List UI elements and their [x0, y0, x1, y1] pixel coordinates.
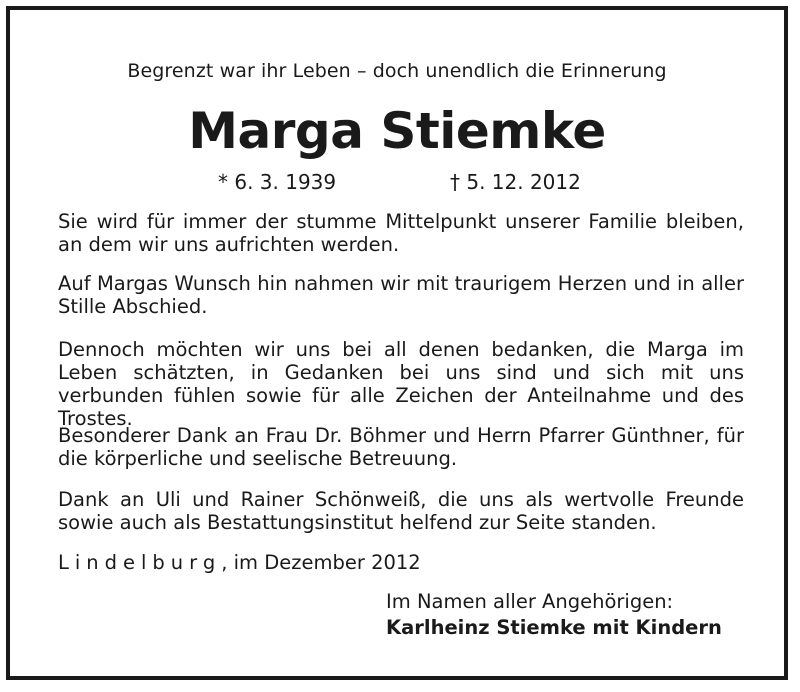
paragraph-special-thanks: Besonderer Dank an Frau Dr. Böhmer und Herrn Pfarrer Günthner, für die körperliche und seelische Betreuung.: [58, 424, 744, 470]
paragraph-friends: Dank an Uli und Rainer Schönweiß, die uns als wertvolle Freunde sowie auch als Bestattungsinstitut helfend zur Seite standen.: [58, 488, 744, 534]
signature-name: Karlheinz Stiemke mit Kindern: [386, 616, 722, 639]
signature-intro: Im Namen aller Angehörigen:: [386, 590, 674, 613]
paragraph-farewell: Auf Margas Wunsch hin nahmen wir mit traurigem Herzen und in aller Stille Abschied.: [58, 272, 744, 318]
deceased-name: Marga Stiemke: [188, 102, 606, 160]
paragraph-family: Sie wird für immer der stumme Mittelpunkt unserer Familie bleiben, an dem wir uns aufrichten werden.: [58, 210, 744, 256]
birth-date: * 6. 3. 1939: [218, 170, 337, 194]
motto: Begrenzt war ihr Leben – doch unendlich die Erinnerung: [127, 60, 667, 82]
obituary-notice: [10, 10, 784, 676]
place-date-line: [58, 551, 421, 574]
place-name: Lindelburg: [58, 551, 222, 574]
death-date: † 5. 12. 2012: [450, 170, 581, 194]
notice-border: [6, 6, 788, 680]
paragraph-thanks: Dennoch möchten wir uns bei all denen bedanken, die Marga im Leben schätzten, in Gedanken bei uns sind und sich mit uns verbunden fühlen sowie für alle Zeichen der Anteilnahme und des Trostes.: [58, 338, 744, 430]
date-text: , im Dezember 2012: [221, 551, 421, 574]
